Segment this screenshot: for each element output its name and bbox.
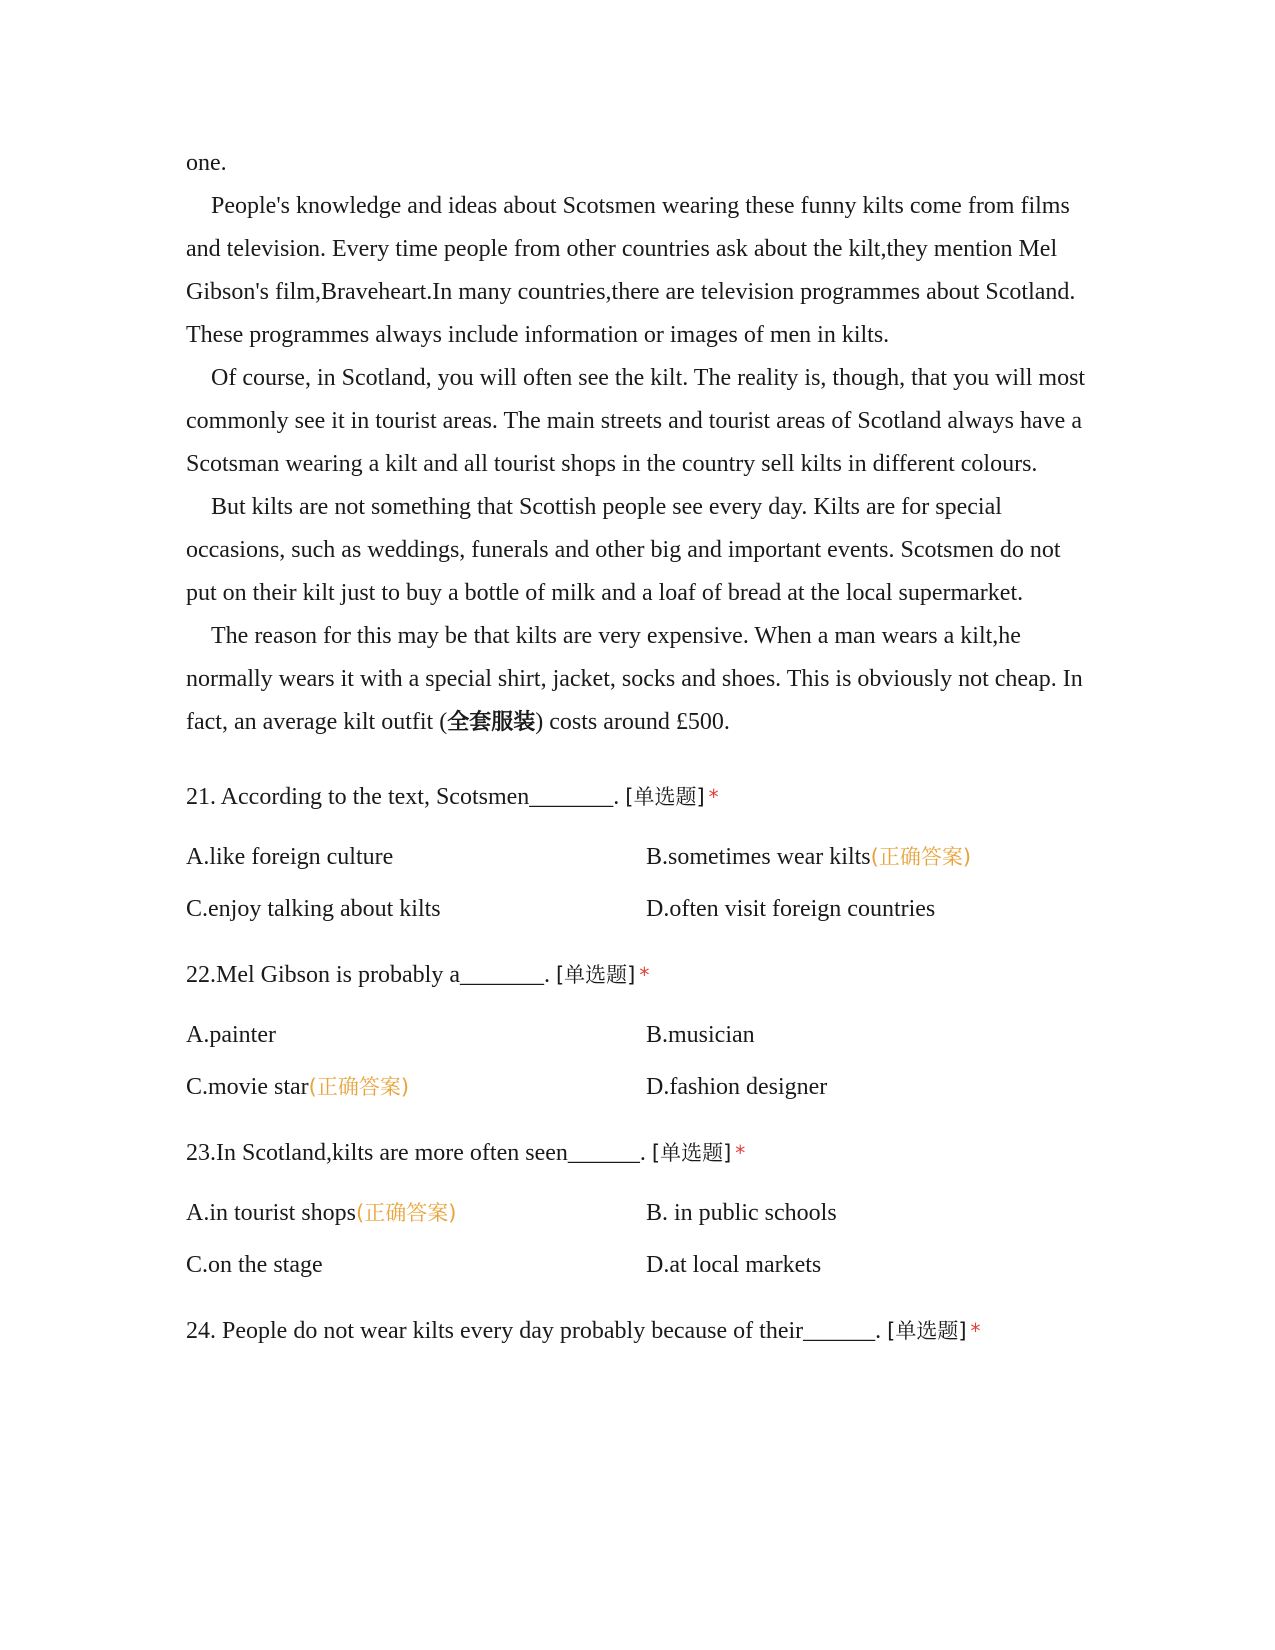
option-label: C.on the stage bbox=[186, 1252, 323, 1278]
question-type-tag: [单选题] bbox=[651, 1141, 732, 1165]
answer-option[interactable] bbox=[186, 1198, 646, 1228]
required-asterisk: * bbox=[708, 785, 719, 809]
question-prompt: 24. People do not wear kilts every day probably because of their______. bbox=[186, 1318, 888, 1344]
question-block bbox=[186, 1316, 1086, 1346]
question-block bbox=[186, 782, 1086, 924]
paragraph-text: ) costs around £500. bbox=[535, 709, 730, 735]
answer-option[interactable] bbox=[186, 1020, 646, 1050]
passage-paragraph: one. bbox=[186, 150, 227, 176]
reading-passage bbox=[186, 142, 1086, 744]
question-prompt: 22.Mel Gibson is probably a_______. bbox=[186, 962, 556, 988]
option-label: C.enjoy talking about kilts bbox=[186, 896, 441, 922]
passage-paragraph: Of course, in Scotland, you will often see the kilt. The reality is, though, that you will most commonly see it in tourist areas. The main streets and tourist areas of Scotland always have a Scotsman wearing a kilt and all tourist shops in the country sell kilts in different colours. bbox=[186, 365, 1086, 477]
question-prompt: 21. According to the text, Scotsmen_______. bbox=[186, 784, 626, 810]
question-prompt: 23.In Scotland,kilts are more often seen______. bbox=[186, 1140, 652, 1166]
correct-answer-tag: (正确答案) bbox=[870, 845, 972, 869]
answer-option[interactable] bbox=[646, 1198, 1086, 1228]
passage-paragraph-last bbox=[186, 615, 1086, 744]
option-label: D.often visit foreign countries bbox=[646, 896, 936, 922]
option-grid bbox=[186, 842, 1086, 924]
option-label: B.musician bbox=[646, 1022, 755, 1048]
answer-option[interactable] bbox=[646, 894, 1086, 924]
required-asterisk: * bbox=[639, 963, 650, 987]
answer-option[interactable] bbox=[186, 1250, 646, 1280]
option-grid bbox=[186, 1198, 1086, 1280]
option-label: A.painter bbox=[186, 1022, 276, 1048]
answer-option[interactable] bbox=[646, 842, 1086, 872]
option-label: D.fashion designer bbox=[646, 1074, 828, 1100]
option-label: B.sometimes wear kilts bbox=[646, 844, 871, 870]
question-block bbox=[186, 960, 1086, 1102]
question-type-tag: [单选题] bbox=[555, 963, 636, 987]
required-asterisk: * bbox=[970, 1319, 981, 1343]
question-type-tag: [单选题] bbox=[887, 1319, 967, 1343]
option-label: B. in public schools bbox=[646, 1200, 837, 1226]
question-block bbox=[186, 1138, 1086, 1280]
answer-option[interactable] bbox=[186, 842, 646, 872]
option-label: D.at local markets bbox=[646, 1252, 822, 1278]
answer-option[interactable] bbox=[186, 894, 646, 924]
question-type-tag: [单选题] bbox=[625, 785, 705, 809]
question-title bbox=[186, 782, 1086, 812]
correct-answer-tag: (正确答案) bbox=[356, 1201, 457, 1225]
answer-option[interactable] bbox=[646, 1020, 1086, 1050]
required-asterisk: * bbox=[735, 1141, 746, 1165]
paragraph-text: The reason for this may be that kilts are very expensive. When a man wears a kilt,he normally wears it with a special shirt, jacket, socks and shoes. This is obviously not cheap. In fact, an average kilt outfit ( bbox=[186, 623, 1083, 735]
chinese-gloss: 全套服装 bbox=[447, 710, 536, 735]
option-label: A.in tourist shops bbox=[186, 1200, 357, 1226]
option-label: A.like foreign culture bbox=[186, 844, 394, 870]
option-label: C.movie star bbox=[186, 1074, 309, 1100]
question-title bbox=[186, 1138, 1086, 1168]
passage-paragraph: But kilts are not something that Scottish people see every day. Kilts are for special occasions, such as weddings, funerals and other big and important events. Scotsmen do not put on their kilt just to buy a bottle of milk and a loaf of bread at the local supermarket. bbox=[186, 494, 1061, 606]
passage-paragraph: People's knowledge and ideas about Scotsmen wearing these funny kilts come from films and television. Every time people from other countries ask about the kilt,they mention Mel Gibson's film,Braveheart.In many countries,there are television programmes about Scotland. These programmes always include information or images of men in kilts. bbox=[186, 193, 1076, 348]
answer-option[interactable] bbox=[646, 1072, 1086, 1102]
question-title bbox=[186, 960, 1086, 990]
option-grid bbox=[186, 1020, 1086, 1102]
document-page bbox=[186, 142, 1086, 1346]
question-list bbox=[186, 782, 1086, 1346]
correct-answer-tag: (正确答案) bbox=[308, 1075, 410, 1099]
question-title bbox=[186, 1316, 1086, 1346]
answer-option[interactable] bbox=[646, 1250, 1086, 1280]
answer-option[interactable] bbox=[186, 1072, 646, 1102]
